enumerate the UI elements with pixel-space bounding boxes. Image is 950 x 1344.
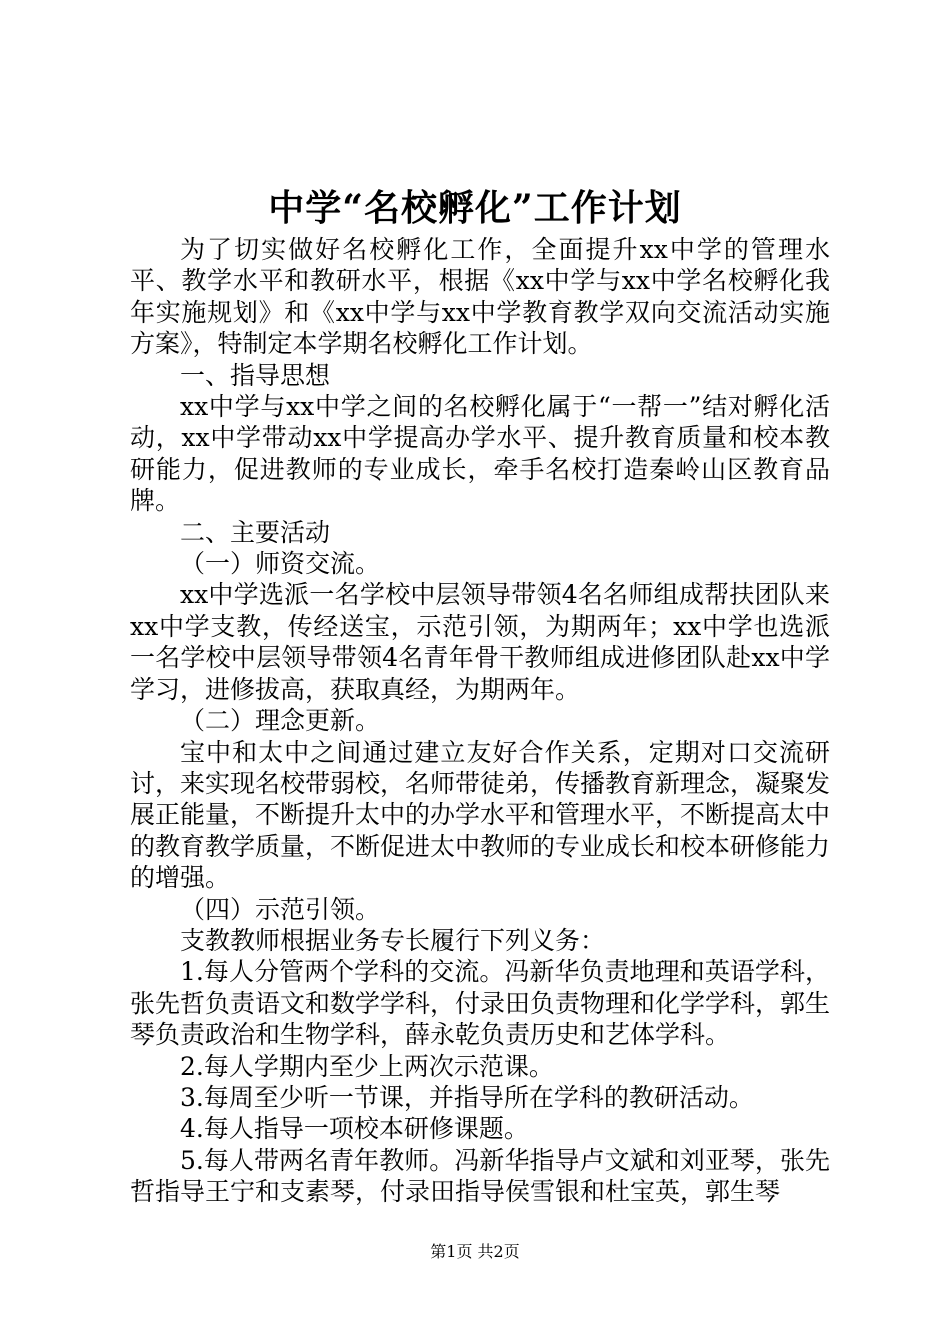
subheading-teacher-exchange: （一）师资交流。 [180,549,381,579]
paragraph-teacher-exchange: xx中学选派一名学校中层领导带领4名名师组成帮扶团队来xx中学支教，传经送宝，示范引领，为期两年；xx中学也选派一名学校中层领导带领4名青年骨干教师组成进修团队赴xx中学学习，进修拔高，获取真经，为期两年。 [130,580,830,704]
paragraph-concept-update: 宝中和太中之间通过建立友好合作关系，定期对口交流研讨，来实现名校带弱校，名师带徒弟，传播教育新理念，凝聚发展正能量，不断提升太中的办学水平和管理水平，不断提高太中的教育教学质量，不断促进太中教师的专业成长和校本研修能力的增强。 [130,737,831,893]
list-item-duty-2: 2.每人学期内至少上两次示范课。 [180,1051,554,1081]
list-item-duty-5: 5.每人带两名青年教师。冯新华指导卢文斌和刘亚琴，张先哲指导王宁和支素琴，付录田指导侯雪银和杜宝英，郭生琴 [130,1145,830,1207]
document-title: 中学“名校孵化”工作计划 [268,187,682,229]
paragraph-intro: 为了切实做好名校孵化工作，全面提升xx中学的管理水平、教学水平和教研水平，根据《xx中学与xx中学名校孵化我年实施规划》和《xx中学与xx中学教育教学双向交流活动实施方案》，特制定本学期名校孵化工作计划。 [130,235,830,359]
subheading-concept-update: （二）理念更新。 [180,706,381,736]
document-body [130,234,830,1208]
heading-main-activities: 二、主要活动 [180,517,331,547]
subheading-demonstration: （四）示范引领。 [180,894,381,924]
paragraph-guiding-ideology: xx中学与xx中学之间的名校孵化属于“一帮一”结对孵化活动，xx中学带动xx中学提高办学水平、提升教育质量和校本教研能力，促进教师的专业成长，牵手名校打造秦岭山区教育品牌。 [130,392,830,516]
heading-guiding-ideology: 一、指导思想 [180,360,331,390]
list-item-duty-3: 3.每周至少听一节课，并指导所在学科的教研活动。 [180,1082,754,1112]
list-item-duty-1: 1.每人分管两个学科的交流。冯新华负责地理和英语学科，张先哲负责语文和数学学科，付录田负责物理和化学学科，郭生琴负责政治和生物学科，薛永乾负责历史和艺体学科。 [130,957,831,1050]
paragraph-duties-intro: 支教教师根据业务专长履行下列义务： [180,925,606,955]
page-number-footer: 第1页 共2页 [430,1242,520,1261]
list-item-duty-4: 4.每人指导一项校本研修课题。 [180,1114,529,1144]
